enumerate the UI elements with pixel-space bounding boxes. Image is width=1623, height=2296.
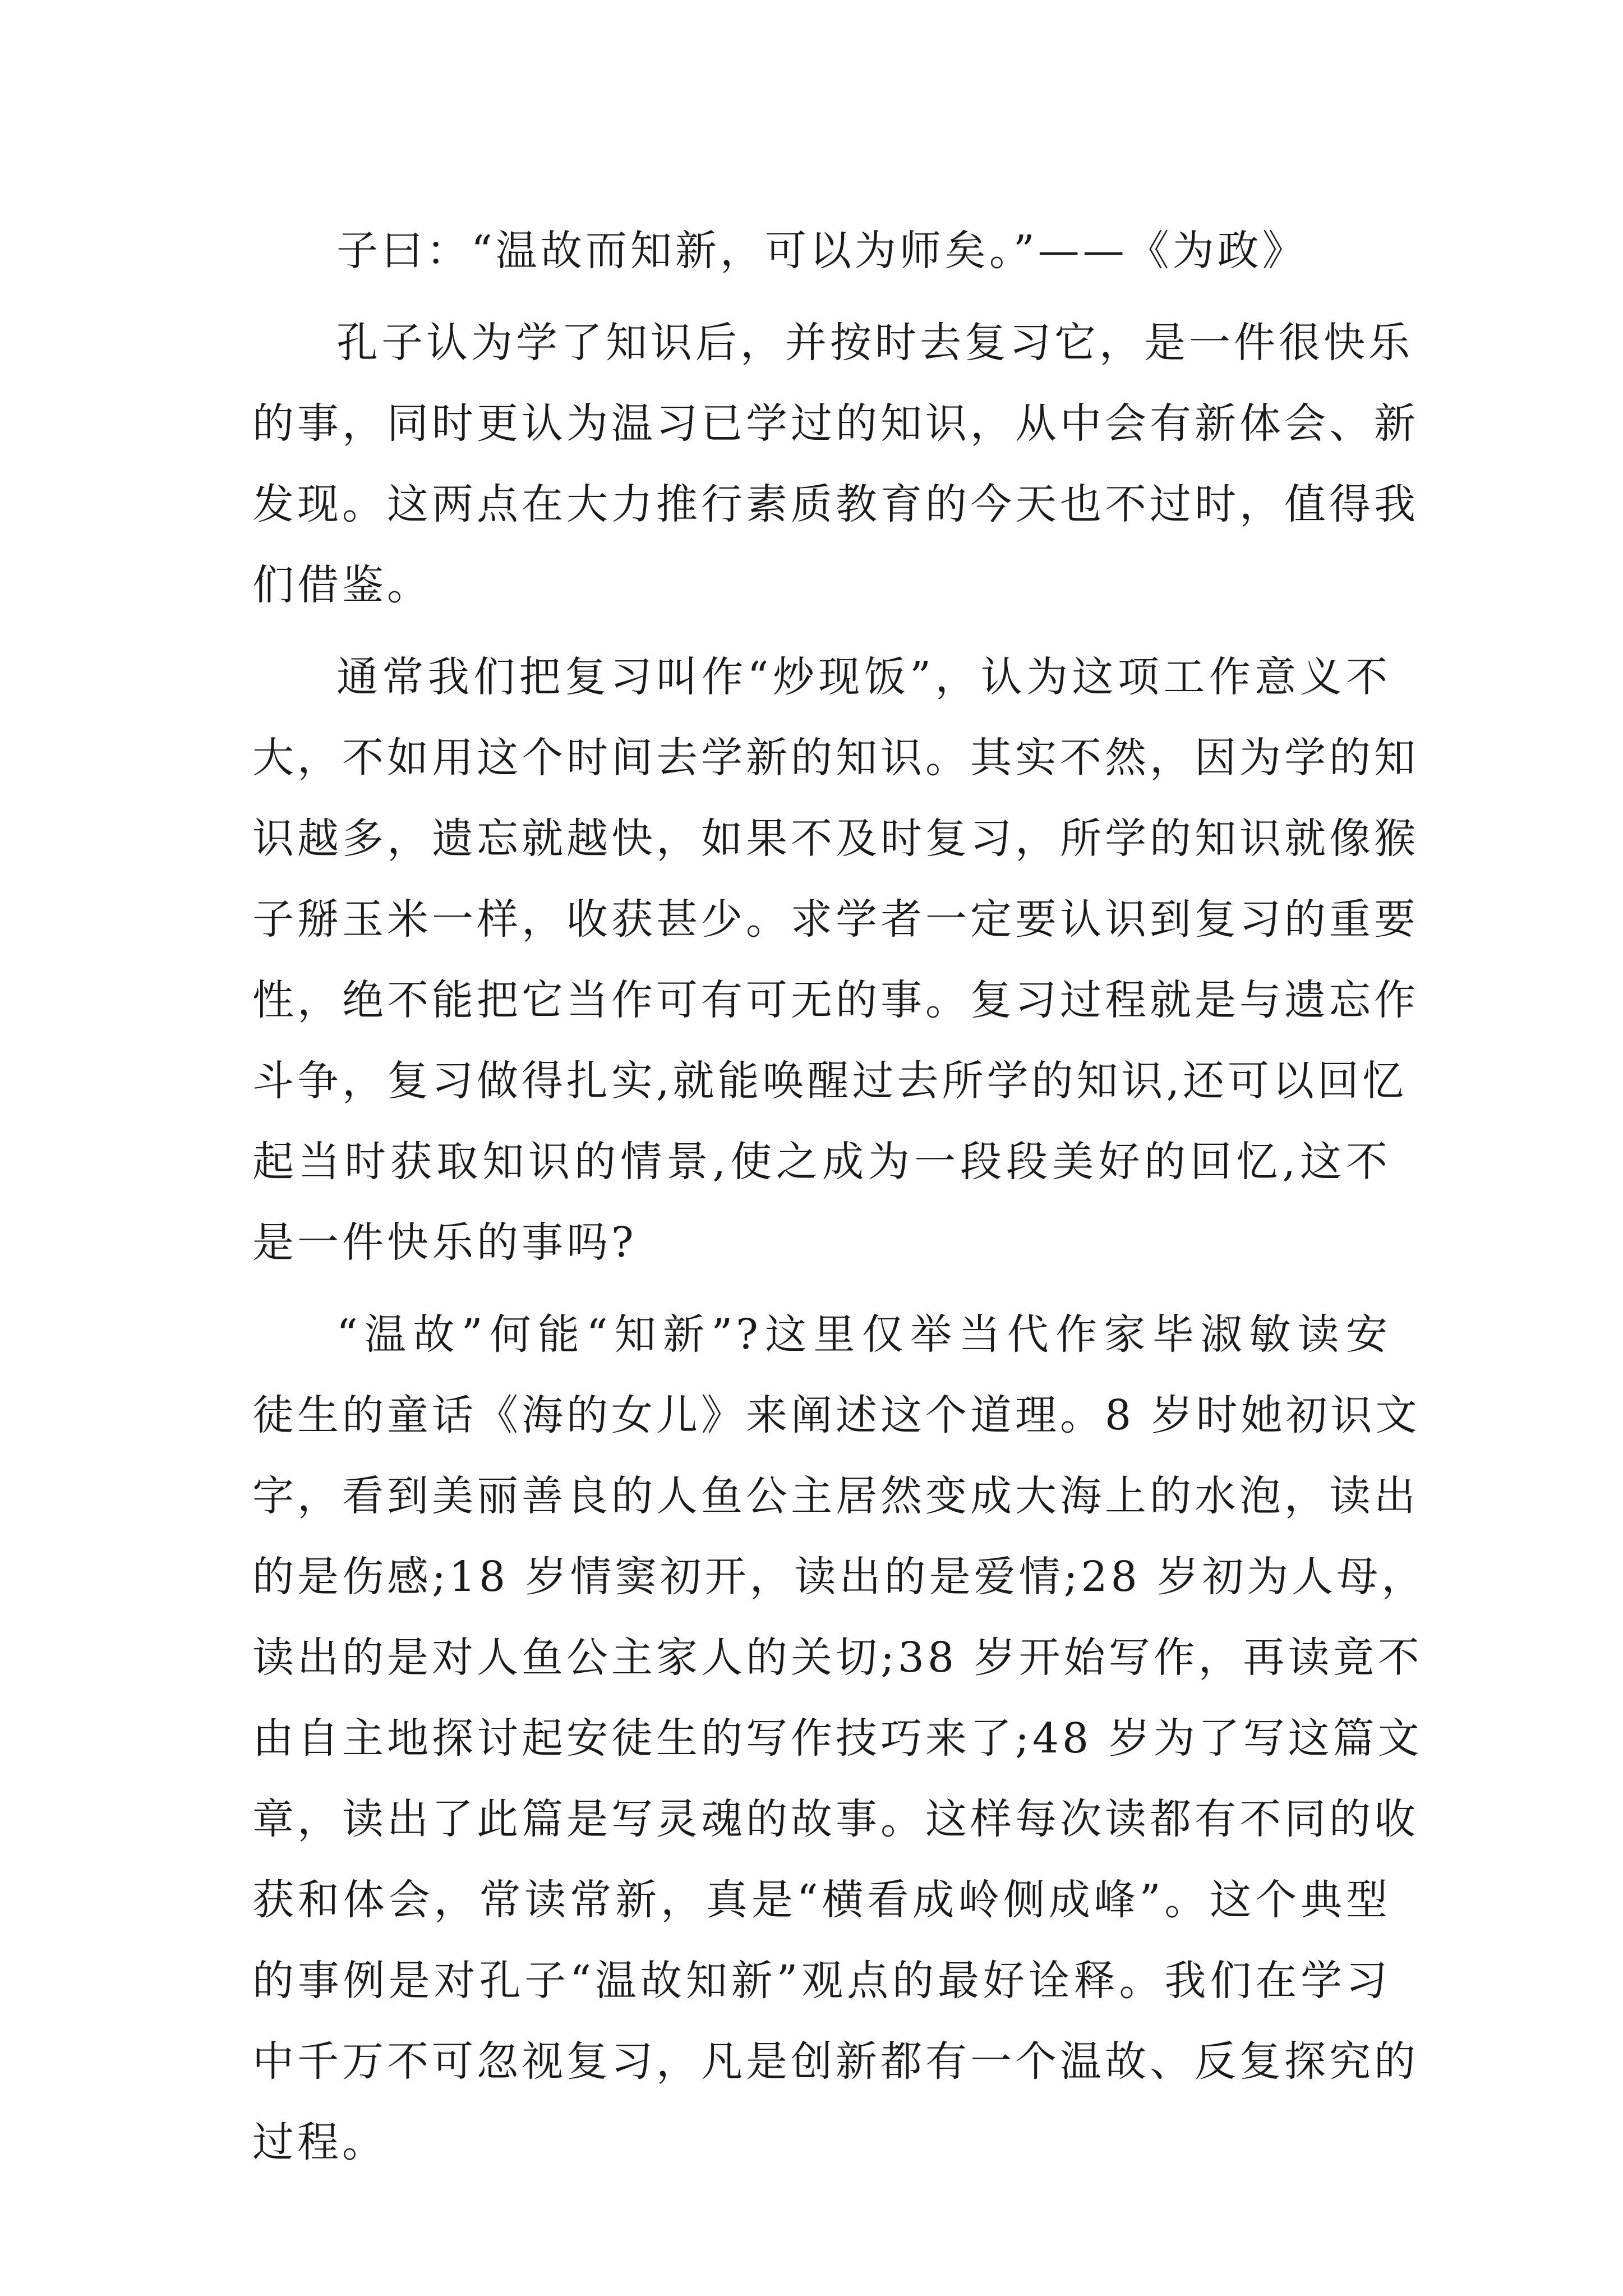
paragraph-line: 字，看到美丽善良的人鱼公主居然变成大海上的水泡，读出 xyxy=(252,1472,1419,1520)
paragraph-line: “温故”何能“知新”?这里仅举当代作家毕淑敏读安 xyxy=(336,1310,1391,1359)
paragraph-line: 性，绝不能把它当作可有可无的事。复习过程就是与遗忘作 xyxy=(252,976,1419,1024)
paragraph-line: 中千万不可忽视复习，凡是创新都有一个温故、反复探究的 xyxy=(252,2037,1419,2086)
paragraph-gap xyxy=(252,291,1391,302)
paragraph-line: 徒生的童话《海的女儿》来阐述这个道理。8 岁时她初识文 xyxy=(252,1391,1421,1439)
paragraph-line: 通常我们把复习叫作“炒现饭”，认为这项工作意义不 xyxy=(336,653,1391,701)
paragraph-line: 子掰玉米一样，收获甚少。求学者一定要认识到复习的重要 xyxy=(252,895,1419,944)
paragraph-line: 孔子认为学了知识后，并按时去复习它，是一件很快乐 xyxy=(336,319,1413,367)
paragraph-line: 大，不如用这个时间去学新的知识。其实不然，因为学的知 xyxy=(252,734,1419,782)
quote-line: 子曰：“温故而知新，可以为师矣。”——《为政》 xyxy=(336,227,1307,275)
paragraph-line: 读出的是对人鱼公主家人的关切;38 岁开始写作，再读竟不 xyxy=(252,1634,1423,1682)
paragraph-line: 识越多，遗忘就越快，如果不及时复习，所学的知识就像猴 xyxy=(252,815,1419,863)
document-body xyxy=(252,210,1427,2183)
paragraph-line: 发现。这两点在大力推行素质教育的今天也不过时，值得我 xyxy=(252,480,1419,528)
paragraph-line: 的是伤感;18 岁情窦初开，读出的是爱情;28 岁初为人母， xyxy=(252,1553,1427,1601)
paragraph-line: 起当时获取知识的情景,使之成为一段段美好的回忆,这不 xyxy=(252,1138,1391,1186)
paragraph-line: 过程。 xyxy=(252,2118,387,2166)
paragraph-gap xyxy=(252,1283,1391,1294)
paragraph-line: 的事例是对孔子“温故知新”观点的最好诠释。我们在学习 xyxy=(252,1957,1391,2005)
paragraph-line: 获和体会，常读常新，真是“横看成岭侧成峰”。这个典型 xyxy=(252,1876,1391,1924)
paragraph-line: 的事，同时更认为温习已学过的知识，从中会有新体会、新 xyxy=(252,399,1419,448)
paragraph-line: 斗争，复习做得扎实,就能唤醒过去所学的知识,还可以回忆 xyxy=(252,1057,1408,1105)
paragraph-line: 们借鉴。 xyxy=(252,561,432,609)
paragraph-gap xyxy=(252,625,1391,637)
paragraph-line: 章，读出了此篇是写灵魂的故事。这样每次读都有不同的收 xyxy=(252,1795,1419,1843)
paragraph-line: 是一件快乐的事吗? xyxy=(252,1218,637,1267)
paragraph-line: 由自主地探讨起安徒生的写作技巧来了;48 岁为了写这篇文 xyxy=(252,1714,1423,1763)
